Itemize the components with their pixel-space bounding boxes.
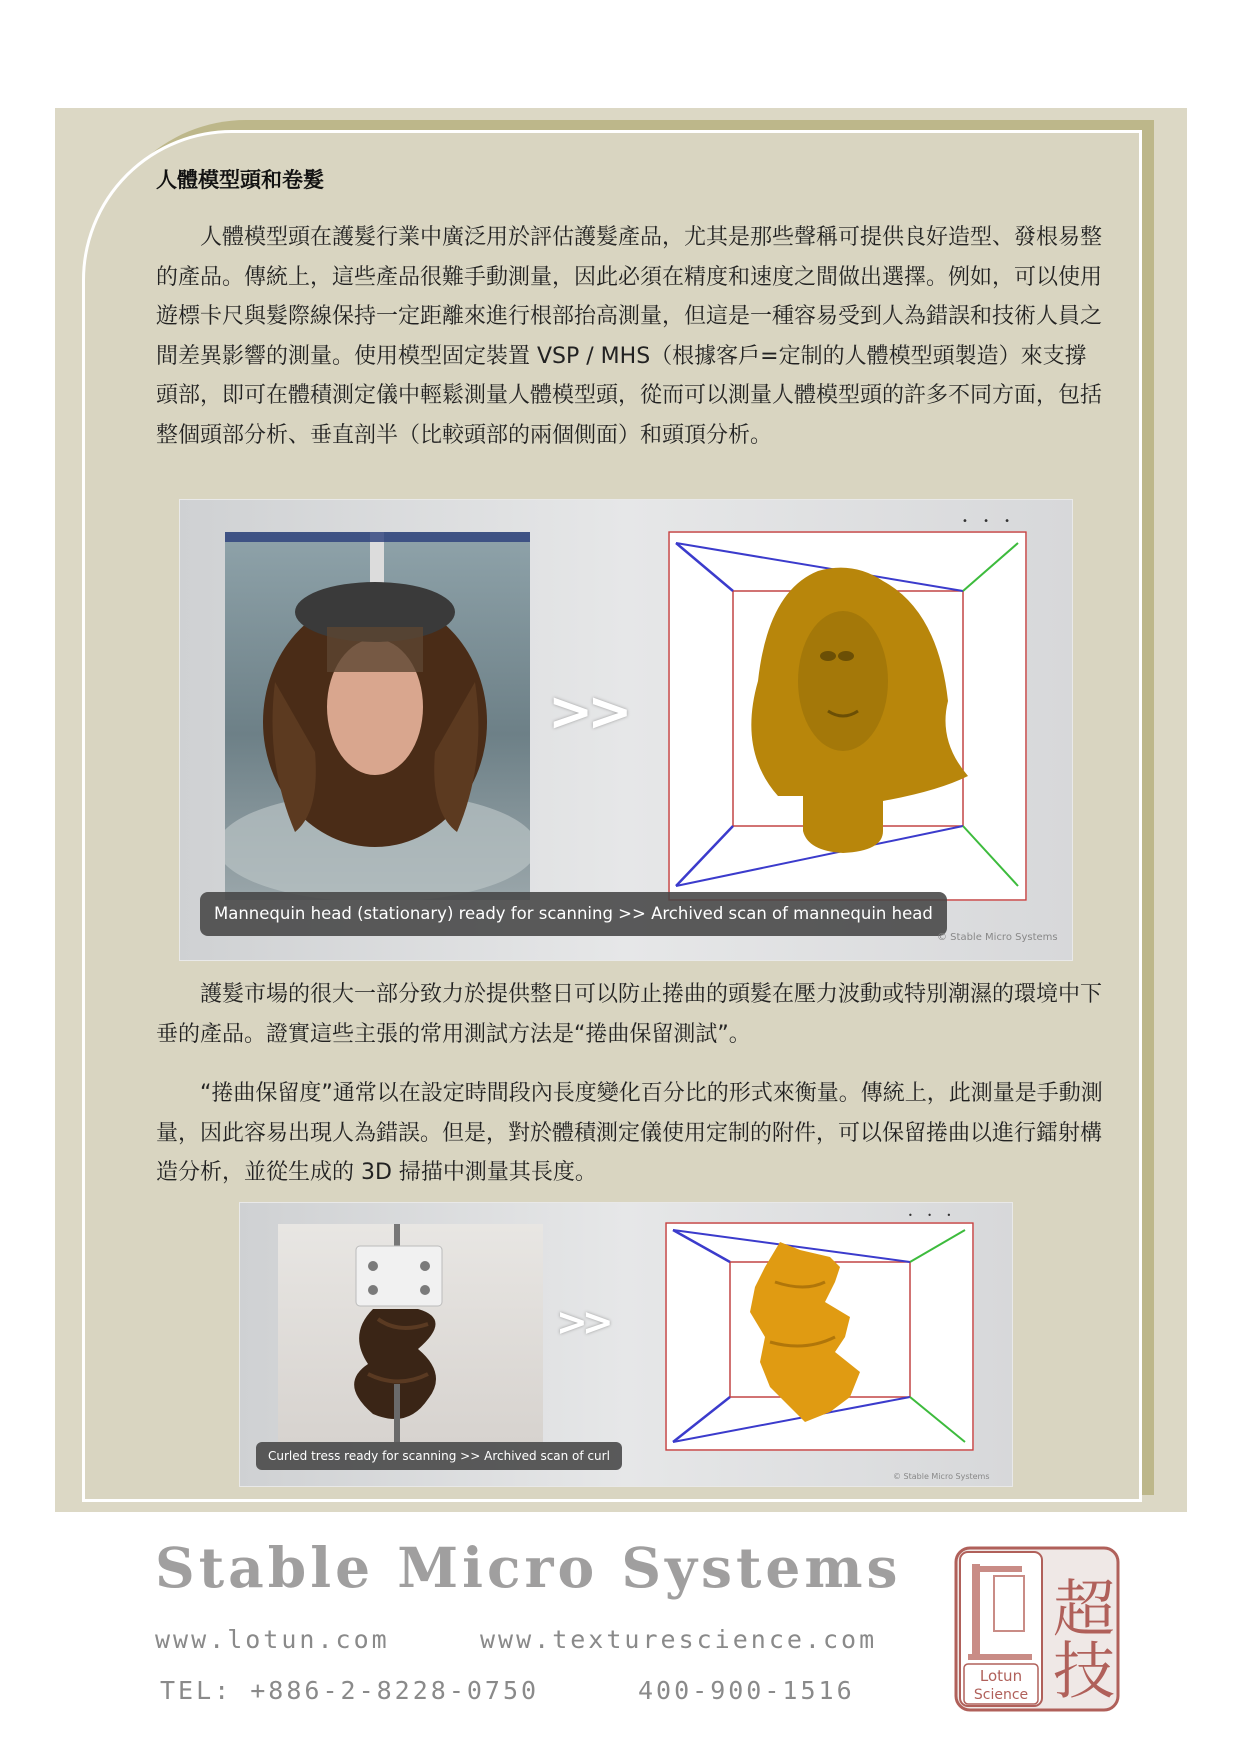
figure2-credit: © Stable Micro Systems bbox=[893, 1472, 990, 1481]
website-lotun[interactable]: www.lotun.com bbox=[155, 1625, 390, 1654]
logo-text-chinese: 超技 bbox=[1042, 1576, 1116, 1700]
paragraph-2 bbox=[156, 975, 1108, 1054]
paragraph-3 bbox=[156, 1074, 1108, 1193]
brand-name: Stable Micro Systems bbox=[155, 1535, 902, 1600]
paragraph-2-text: 護髮市場的很大一部分致力於提供整日可以防止捲曲的頭髮在壓力波動或特別潮濕的環境中下垂的產品。證實這些主張的常用測試方法是“捲曲保留測試”。 bbox=[156, 982, 1103, 1047]
paragraph-3-text: “捲曲保留度”通常以在設定時間段內長度變化百分比的形式來衡量。傳統上，此測量是手動測量，因此容易出現人為錯誤。但是，對於體積測定儀使用定制的附件，可以保留捲曲以進行鐳射構造分析，並從生成的 3D 掃描中測量其長度。 bbox=[156, 1081, 1103, 1185]
menu-dots: • • • bbox=[962, 516, 1017, 527]
figure-mannequin-head bbox=[179, 499, 1073, 961]
figure-curled-tress bbox=[239, 1202, 1013, 1487]
paragraph-1 bbox=[156, 218, 1108, 455]
phone-number-2: 400-900-1516 bbox=[638, 1676, 855, 1705]
curl-photo bbox=[278, 1224, 543, 1442]
figure2-caption: Curled tress ready for scanning >> Archived scan of curl bbox=[256, 1442, 622, 1470]
figure1-caption: Mannequin head (stationary) ready for scanning >> Archived scan of mannequin head bbox=[200, 892, 947, 936]
mannequin-scan-view bbox=[668, 531, 1027, 901]
menu-dots: • • • bbox=[908, 1211, 958, 1220]
website-texturescience[interactable]: www.texturescience.com bbox=[480, 1625, 878, 1654]
section-heading: 人體模型頭和卷髮 bbox=[156, 168, 324, 192]
mannequin-photo bbox=[225, 532, 530, 900]
telephone-number: TEL: +886-2-8228-0750 bbox=[160, 1676, 540, 1705]
logo-text-science: Science bbox=[973, 1687, 1029, 1703]
arrow-glyph: >> bbox=[548, 680, 627, 743]
logo-text-lotun: Lotun bbox=[979, 1667, 1023, 1685]
paragraph-1-text: 人體模型頭在護髮行業中廣泛用於評估護髮產品，尤其是那些聲稱可提供良好造型、發根易整的產品。傳統上，這些產品很難手動測量，因此必須在精度和速度之間做出選擇。例如，可以使用遊標卡尺與髮際線保持一定距離來進行根部抬高測量，但這是一種容易受到人為錯誤和技術人員之間差異影響的測量。使用模型固定裝置 VSP / MHS（根據客戶=定制的人體模型頭製造）來支撐頭部，即可在體積測定儀中輕鬆測量人體模型頭，從而可以測量人體模型頭的許多不同方面，包括整個頭部分析、垂直剖半（比較頭部的兩個側面）和頭頂分析。 bbox=[156, 225, 1103, 448]
figure1-credit: © Stable Micro Systems bbox=[937, 932, 1058, 943]
arrow-glyph: >> bbox=[556, 1300, 608, 1344]
lotun-science-logo bbox=[954, 1546, 1120, 1712]
curl-scan-view bbox=[665, 1222, 974, 1451]
